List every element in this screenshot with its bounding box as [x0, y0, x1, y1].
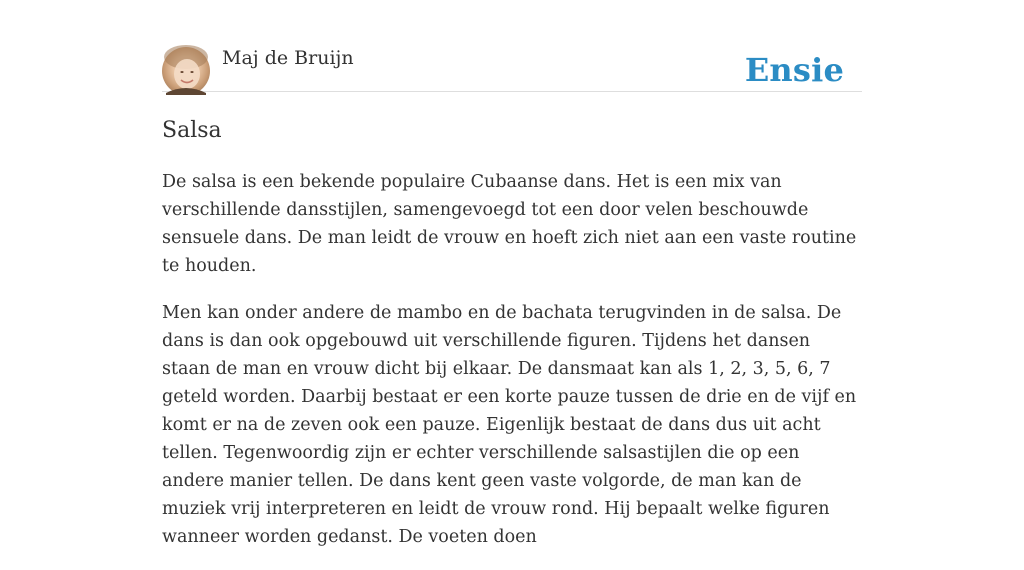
article-body [162, 168, 862, 570]
page-header [162, 0, 862, 92]
site-logo[interactable]: Ensie [744, 51, 844, 89]
user-photo-icon [162, 47, 210, 95]
author-avatar[interactable] [162, 47, 210, 95]
article-title: Salsa [162, 118, 222, 143]
article-page [162, 0, 862, 547]
article-paragraph: Men kan onder andere de mambo en de bachata terugvinden in de salsa. De dans is dan ook opgebouwd uit verschillende figuren. Tijdens het dansen staan de man en vrouw dicht bij elkaar. De dansmaat kan als 1, 2, 3, 5, 6, 7 geteld worden. Daarbij bestaat er een korte pauze tussen de drie en de vijf en komt er na de zeven ook een pauze. Eigenlijk bestaat de dans dus uit acht tellen. Tegenwoordig zijn er echter verschillende salsastijlen die op een andere manier tellen. De dans kent geen vaste volgorde, de man kan de muziek vrij interpreteren en leidt de vrouw rond. Hij bepaalt welke figuren wanneer worden gedanst. De voeten doen [162, 303, 857, 547]
author-name[interactable]: Maj de Bruijn [222, 47, 354, 69]
article-paragraph: De salsa is een bekende populaire Cubaanse dans. Het is een mix van verschillende dansstijlen, samengevoegd tot een door velen beschouwde sensuele dans. De man leidt de vrouw en hoeft zich niet aan een vaste routine te houden. [162, 172, 857, 276]
